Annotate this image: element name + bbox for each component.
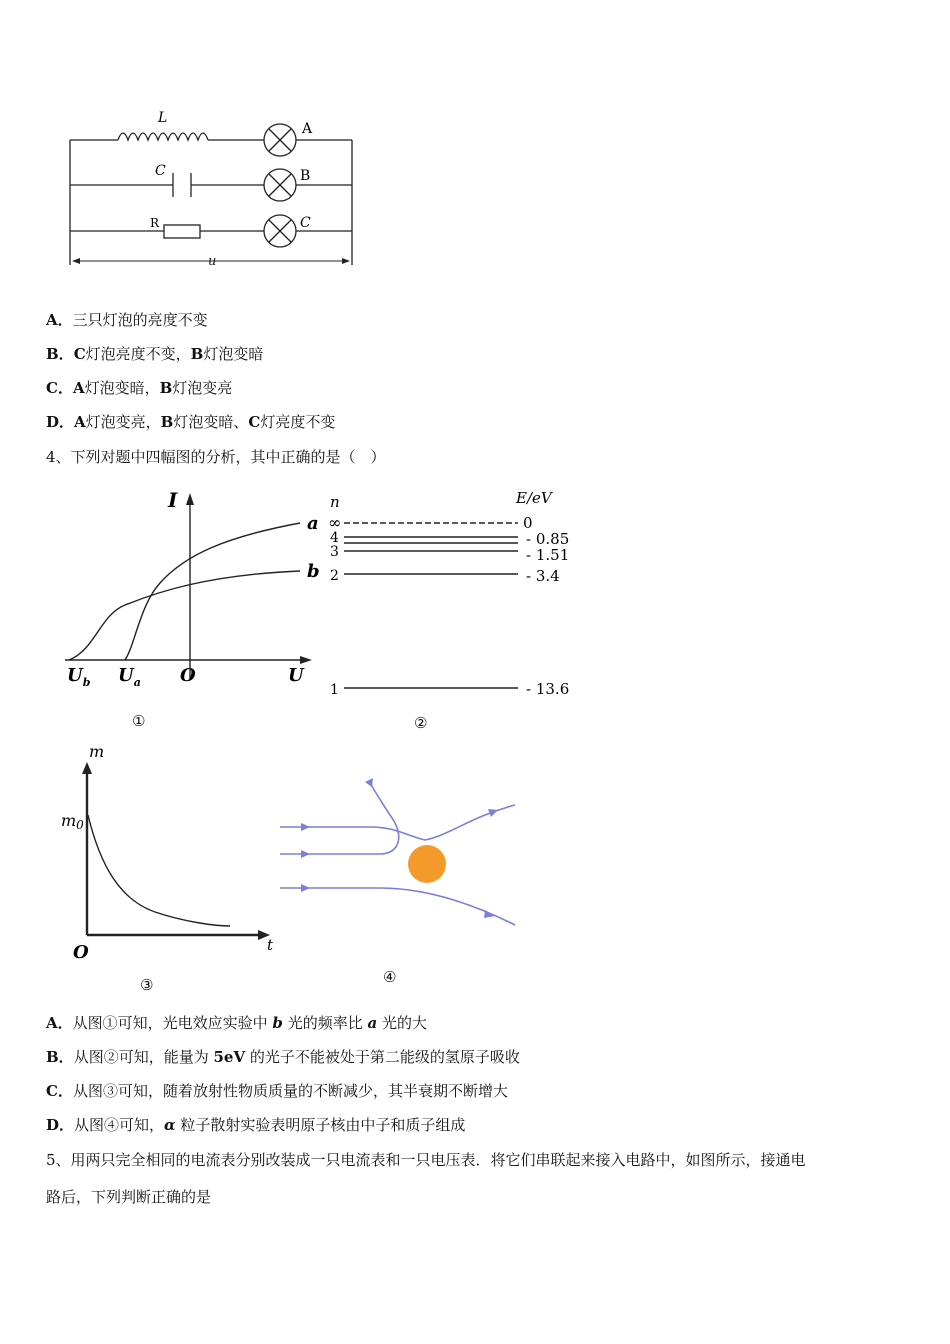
fig2-level-2-n: 2 <box>330 568 339 584</box>
voltage-label: u <box>208 254 217 269</box>
fig1-origin: O <box>180 665 196 686</box>
fig1-x-label: U <box>288 665 304 686</box>
fig2-e-label: E/eV <box>516 489 552 507</box>
lamp-b-label: B <box>300 168 311 184</box>
fig3-origin: O <box>73 942 89 963</box>
lamp-c-label: C <box>300 215 311 231</box>
fig3-m0: m0 <box>61 811 84 832</box>
q5-stem-line1: 5、用两只完全相同的电流表分别改装成一只电流表和一只电压表．将它们串联起来接入电路中，如图所示，接通电 <box>46 1151 806 1169</box>
fig2-level-3-e: - 1.51 <box>526 546 570 564</box>
figure-4-alpha-scattering <box>270 765 540 965</box>
fig2-level-3-n: 3 <box>330 544 339 560</box>
figure-1-iu-graph <box>55 485 325 695</box>
resistor-label: R <box>150 216 160 230</box>
fig1-caption: ① <box>132 712 146 730</box>
q4-stem: 4、下列对题中四幅图的分析，其中正确的是（ ） <box>46 448 386 466</box>
lamp-a-label: A <box>302 121 313 137</box>
fig2-level-1-n: 1 <box>330 682 339 698</box>
fig2-level-inf-e: 0 <box>523 514 533 532</box>
figure-3-decay-curve <box>55 740 285 970</box>
fig2-level-2-e: - 3.4 <box>526 567 560 585</box>
fig2-level-inf-n: ∞ <box>328 513 342 532</box>
fig4-caption: ④ <box>383 968 397 986</box>
fig1-curve-a: a <box>307 513 319 534</box>
q5-stem-line2: 路后，下列判断正确的是 <box>46 1188 212 1206</box>
fig2-level-1-e: - 13.6 <box>526 680 570 698</box>
q3-option-a[interactable]: A．三只灯泡的亮度不变 <box>46 311 208 329</box>
q4-option-b[interactable]: B．从图②可知，能量为 5eV 的光子不能被处于第二能级的氢原子吸收 <box>46 1048 520 1066</box>
fig1-ua: $U_a$ <box>118 665 141 689</box>
fig3-x-label: t <box>267 936 274 954</box>
inductor-label: L <box>158 110 168 126</box>
q3-option-c[interactable]: C．A灯泡变暗，B灯泡变亮 <box>46 379 233 397</box>
q4-option-d[interactable]: D．从图④可知，α 粒子散射实验表明原子核由中子和质子组成 <box>46 1116 466 1134</box>
fig3-y-label: m <box>89 742 105 761</box>
figure-2-energy-levels <box>320 485 590 700</box>
fig2-caption: ② <box>414 714 428 732</box>
fig1-curve-b: b <box>307 561 320 582</box>
q4-option-a[interactable]: A．从图①可知，光电效应实验中 b 光的频率比 a 光的大 <box>46 1014 427 1032</box>
fig1-y-label: I <box>168 488 178 512</box>
fig2-n-label: n <box>330 493 340 511</box>
q3-option-b[interactable]: B．C灯泡亮度不变，B灯泡变暗 <box>46 345 264 363</box>
fig2-level-4-e: - 0.85 <box>526 530 570 548</box>
capacitor-label: C <box>155 163 166 179</box>
fig1-ub: $U_b$ <box>67 665 91 689</box>
q3-option-d[interactable]: D．A灯泡变亮，B灯泡变暗、C灯亮度不变 <box>46 413 336 431</box>
q4-option-c[interactable]: C．从图③可知，随着放射性物质质量的不断减少，其半衰期不断增大 <box>46 1082 508 1100</box>
nucleus <box>408 845 446 883</box>
circuit-diagram <box>60 105 370 275</box>
fig2-level-4-n: 4 <box>330 530 339 546</box>
fig3-caption: ③ <box>140 976 154 994</box>
